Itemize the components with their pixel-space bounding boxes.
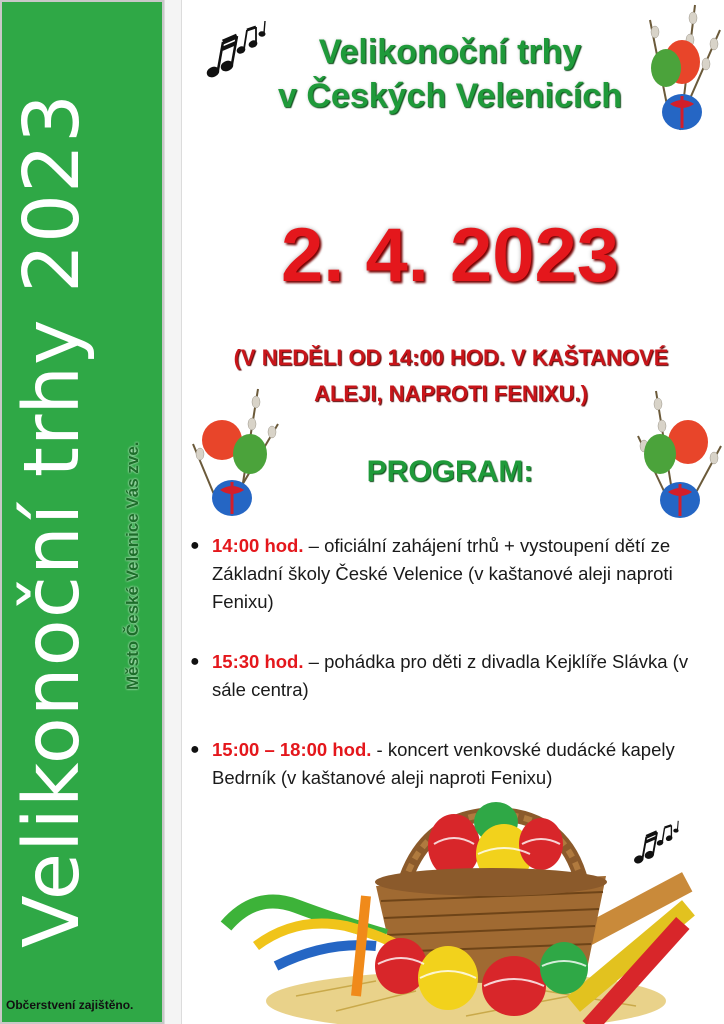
vertical-subtitle: Město České Velenice Vás zve. (123, 441, 142, 690)
event-heading (190, 30, 710, 118)
program-item-time: 15:30 hod. (212, 651, 304, 672)
program-item-text: – pohádka pro děti z divadla Kejklíře Slávka (v sále centra) (212, 651, 689, 700)
program-item-text: – oficiální zahájení trhů + vystoupení dětí ze Základní školy České Velenice (v kaštanové aleji naproti Fenixu) (212, 535, 673, 612)
easter-basket-illustration (216, 796, 716, 1024)
program-item (188, 736, 714, 792)
bullet-icon: ● (190, 653, 200, 670)
program-item-text: - koncert venkovské dudácké kapely Bedrník (v kaštanové aleji naproti Fenixu) (212, 739, 675, 788)
bullet-icon: ● (190, 537, 200, 554)
sidebar-border-strip (164, 0, 182, 1024)
program-list (188, 532, 714, 824)
program-item (188, 532, 714, 616)
bullet-icon: ● (190, 741, 200, 758)
event-date: 2. 4. 2023 (280, 213, 620, 298)
heading-line-2: v Českých Velenicích (278, 77, 622, 115)
program-item-time: 15:00 – 18:00 hod. (212, 739, 372, 760)
vertical-title: Velikonoční trhy 2023 (8, 92, 97, 948)
program-item-time: 14:00 hod. (212, 535, 304, 556)
info-line-1: (V NEDĚLI OD 14:00 HOD. V KAŠTANOVÉ (233, 345, 669, 370)
heading-line-1: Velikonoční trhy (318, 33, 582, 71)
info-line-2: ALEJI, NAPROTI FENIXU.) (314, 381, 588, 406)
program-item (188, 648, 714, 704)
program-title: PROGRAM: (366, 455, 534, 488)
refreshments-note: Občerstvení zajištěno. (6, 998, 134, 1012)
green-sidebar (0, 0, 164, 1024)
